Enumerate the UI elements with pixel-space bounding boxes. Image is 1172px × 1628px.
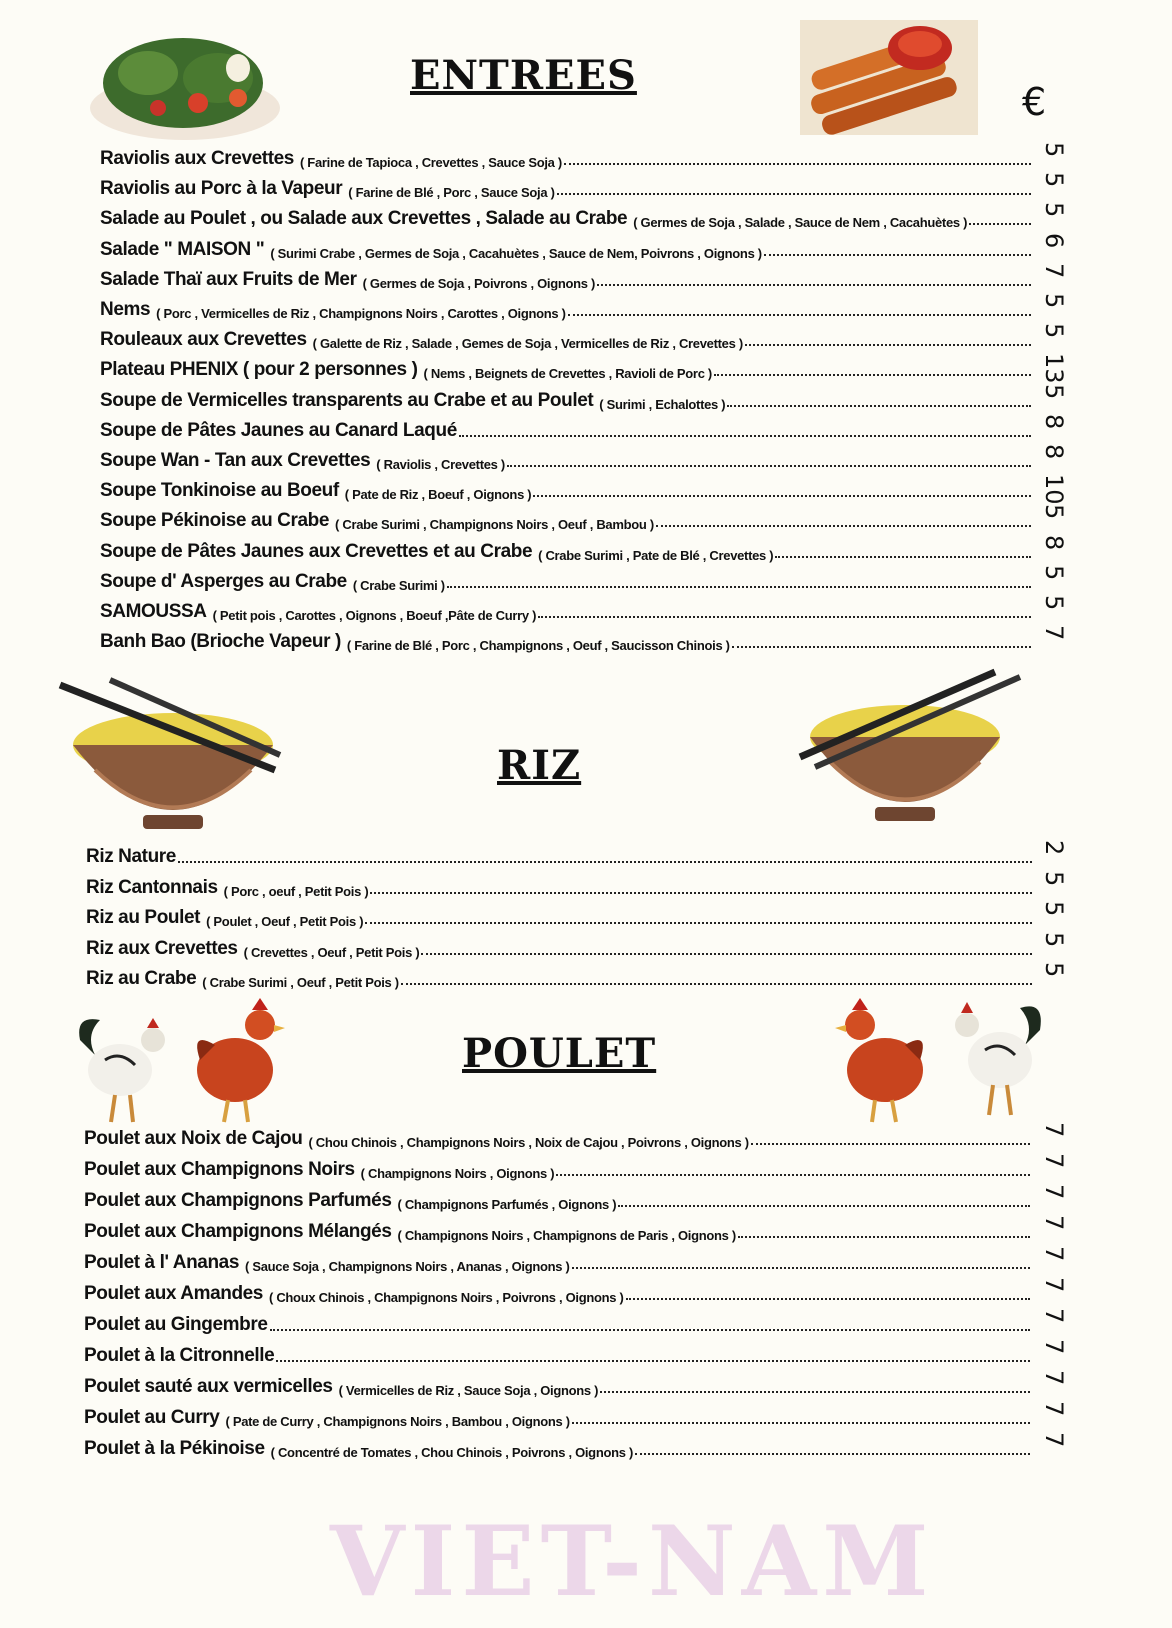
menu-item-description: ( Poulet , Oeuf , Petit Pois ) [206,914,364,929]
menu-item-description: ( Pate de Curry , Champignons Noirs , Bambou , Oignons ) [225,1414,570,1429]
menu-item-price: 8 [1040,534,1068,550]
menu-item-description: ( Crabe Surimi , Champignons Noirs , Oeuf , Bambou ) [335,517,654,533]
menu-item-row [100,533,1035,563]
dot-leader [572,1422,1030,1424]
menu-item-row [100,623,1035,653]
menu-item-description: ( Germes de Soja , Salade , Sauce de Nem , Cacahuètes ) [633,215,968,231]
menu-item-price: 7 [1040,1308,1068,1324]
dot-leader [557,193,1031,195]
menu-item-description: ( Champignons Noirs , Champignons de Paris , Oignons ) [397,1228,736,1243]
menu-item-name: Soupe de Pâtes Jaunes au Canard Laqué [100,419,457,441]
menu-item-price: 13 [1040,353,1068,384]
menu-item-name: Salade Thaï aux Fruits de Mer [100,268,357,290]
menu-item-price: 8 [1040,413,1068,430]
menu-item-row [100,563,1035,593]
menu-item-row [84,1306,1034,1336]
menu-item-row [84,1244,1034,1274]
dot-leader [626,1298,1030,1300]
menu-item-description: ( Crabe Surimi , Pate de Blé , Crevettes ) [538,547,774,563]
menu-item-name: Nems [100,299,151,320]
menu-item-price: 5 [1040,142,1068,158]
menu-item-name: Soupe Tonkinoise au Boeuf [100,480,339,502]
menu-item-row [100,170,1035,200]
menu-item-row [100,593,1035,623]
dot-leader [635,1453,1030,1455]
menu-item-price: 5 [1040,901,1068,917]
menu-item-price: 7 [1040,1370,1068,1386]
menu-item-description: ( Petit pois , Carottes , Oignons , Boeuf ,Pâte de Curry ) [212,608,537,623]
menu-item-description: ( Farine de Blé , Porc , Champignons , Oeuf , Saucisson Chinois ) [346,638,730,654]
menu-item-name: Poulet aux Champignons Noirs [84,1159,355,1180]
menu-item-name: Poulet sauté aux vermicelles [84,1376,333,1397]
menu-item-price: 7 [1040,1432,1068,1448]
poulet-title: POULET [462,1030,657,1077]
menu-item-row [100,231,1035,261]
menu-item-row [100,261,1035,291]
menu-item-row [86,869,1036,899]
menu-item-name: Salade au Poulet , ou Salade aux Crevettes , Salade au Crabe [100,208,628,230]
menu-item-row [84,1337,1034,1367]
dot-leader [745,344,1031,346]
dot-leader [365,922,1032,924]
menu-item-name: Soupe Wan - Tan aux Crevettes [100,450,371,471]
menu-item-name: Salade " MAISON " [100,238,265,260]
dot-leader [597,284,1031,286]
dot-leader [775,556,1031,558]
menu-item-name: Plateau PHENIX ( pour 2 personnes ) [100,359,418,381]
menu-item-price: 5 [1040,931,1068,947]
menu-item-row [100,442,1035,472]
menu-item-row [84,1120,1034,1150]
menu-item-name: Soupe d' Asperges au Crabe [100,570,347,592]
menu-item-price: 5 [1040,202,1068,218]
menu-item-description: ( Raviolis , Crevettes ) [376,457,505,472]
dot-leader [564,163,1031,165]
menu-item-description: ( Nems , Beignets de Crevettes , Ravioli de Porc ) [423,366,712,382]
dot-leader [969,223,1031,225]
menu-item-description: ( Germes de Soja , Poivrons , Oignons ) [362,275,596,291]
dot-leader [370,892,1032,894]
menu-item-price: 5 [1040,383,1068,399]
menu-item-row [84,1213,1034,1243]
dot-leader [401,983,1032,985]
rooster-right-image [945,990,1045,1120]
menu-item-name: Riz Cantonnais [86,876,218,898]
dot-leader [459,435,1031,437]
menu-item-name: Poulet à l' Ananas [84,1252,239,1273]
menu-item-price: 7 [1040,1246,1068,1262]
menu-item-name: Poulet aux Champignons Parfumés [84,1190,392,1211]
dot-leader [276,1360,1030,1362]
spring-rolls-image [800,20,978,135]
menu-item-price: 5 [1040,172,1068,188]
rooster-left-image [75,1010,175,1125]
menu-item-description: ( Farine de Tapioca , Crevettes , Sauce Soja ) [299,155,562,170]
menu-item-price: 5 [1040,293,1068,309]
menu-item-name: SAMOUSSA [100,601,207,622]
riz-title: RIZ [497,742,582,789]
dot-leader [178,861,1032,863]
menu-item-price: 5 [1040,323,1068,339]
dot-leader [600,1391,1030,1393]
menu-item-price: 7 [1040,1339,1068,1355]
menu-item-price: 7 [1040,1184,1068,1200]
menu-item-row [84,1399,1034,1429]
dot-leader [714,374,1031,376]
menu-item-description: ( Porc , Vermicelles de Riz , Champignons Noirs , Carottes , Oignons ) [156,306,566,321]
menu-item-price: 7 [1040,625,1068,641]
menu-item-price: 8 [1040,444,1068,460]
menu-item-name: Raviolis au Porc à la Vapeur [100,178,343,200]
menu-item-description: ( Crabe Surimi ) [352,577,445,593]
menu-item-name: Riz Nature [86,846,176,867]
rice-bowl-left-image [55,675,285,835]
menu-item-name: Poulet aux Noix de Cajou [84,1128,303,1149]
dot-leader [447,586,1031,588]
menu-item-row [100,412,1035,442]
menu-item-price: 5 [1040,504,1068,520]
dot-leader [751,1143,1030,1145]
menu-item-price: 7 [1040,1277,1068,1293]
menu-item-price: 6 [1040,232,1068,248]
menu-item-row [86,838,1036,868]
menu-item-row [84,1368,1034,1398]
menu-item-name: Poulet aux Amandes [84,1283,263,1304]
dot-leader [533,495,1031,497]
menu-item-row [84,1151,1034,1181]
menu-item-row [86,930,1036,960]
dot-leader [656,525,1031,527]
menu-item-name: Poulet au Gingembre [84,1314,268,1335]
menu-item-name: Riz au Poulet [86,907,201,928]
menu-item-row [86,960,1036,990]
menu-item-description: ( Crevettes , Oeuf , Petit Pois ) [243,944,420,960]
menu-item-description: ( Crabe Surimi , Oeuf , Petit Pois ) [202,975,399,990]
menu-item-name: Riz aux Crevettes [86,937,238,959]
menu-item-row [84,1430,1034,1460]
menu-item-row [100,472,1035,502]
menu-item-description: ( Surimi , Echalottes ) [599,396,726,412]
menu-item-description: ( Pate de Riz , Boeuf , Oignons ) [344,487,532,503]
menu-item-price: 2 [1040,840,1068,856]
dot-leader [538,616,1031,618]
menu-item-price: 5 [1040,870,1068,886]
menu-item-price: 7 [1040,1153,1068,1169]
watermark: VIET-NAM [330,1505,935,1618]
menu-item-row [100,291,1035,321]
rice-bowl-right-image [795,662,1025,827]
menu-item-description: ( Chou Chinois , Champignons Noirs , Noix de Cajou , Poivrons , Oignons ) [308,1135,749,1150]
menu-item-price: 10 [1040,474,1068,505]
menu-item-row [86,899,1036,929]
menu-item-row [100,321,1035,351]
dot-leader [732,646,1031,648]
menu-item-price: 5 [1040,564,1068,581]
menu-item-description: ( Champignons Parfumés , Oignons ) [397,1197,617,1212]
dot-leader [727,405,1031,407]
menu-item-description: ( Porc , oeuf , Petit Pois ) [223,883,369,899]
menu-item-price: 7 [1040,1215,1068,1231]
menu-item-description: ( Champignons Noirs , Oignons ) [360,1166,555,1181]
dot-leader [568,314,1031,316]
menu-item-description: ( Galette de Riz , Salade , Gemes de Soja , Vermicelles de Riz , Crevettes ) [312,336,743,352]
hen-right-image [830,990,930,1125]
menu-item-description: ( Sauce Soja , Champignons Noirs , Ananas , Oignons ) [245,1259,570,1274]
menu-item-name: Soupe de Vermicelles transparents au Crabe et au Poulet [100,389,594,411]
menu-item-name: Banh Bao (Brioche Vapeur ) [100,631,341,653]
dot-leader [421,953,1032,955]
menu-item-row [100,200,1035,230]
menu-item-price: 7 [1040,262,1068,279]
currency-symbol: € [1022,80,1047,124]
menu-item-name: Poulet à la Pékinoise [84,1438,265,1459]
menu-item-row [100,382,1035,412]
menu-item-description: ( Vermicelles de Riz , Sauce Soja , Oignons ) [338,1383,599,1398]
menu-item-name: Poulet à la Citronnelle [84,1345,275,1366]
menu-item-price: 5 [1040,595,1068,611]
salad-image [88,28,283,143]
menu-item-price: 5 [1040,962,1068,978]
menu-item-row [100,351,1035,381]
hen-left-image [190,990,290,1125]
menu-item-row [100,140,1035,170]
menu-item-description: ( Surimi Crabe , Germes de Soja , Cacahuètes , Sauce de Nem, Poivrons , Oignons ) [270,245,762,261]
menu-item-row [100,502,1035,532]
dot-leader [764,254,1031,256]
dot-leader [556,1174,1030,1176]
menu-item-row [84,1275,1034,1305]
dot-leader [572,1267,1030,1269]
dot-leader [738,1236,1030,1238]
menu-item-name: Soupe Pékinoise au Crabe [100,510,330,532]
menu-item-name: Raviolis aux Crevettes [100,148,294,169]
menu-item-name: Rouleaux aux Crevettes [100,329,307,351]
menu-item-price: 7 [1040,1401,1068,1417]
menu-item-name: Riz au Crabe [86,968,197,989]
dot-leader [507,465,1031,467]
menu-item-row [84,1182,1034,1212]
menu-item-name: Poulet aux Champignons Mélangés [84,1221,392,1242]
menu-item-price: 7 [1040,1122,1068,1138]
menu-item-description: ( Farine de Blé , Porc , Sauce Soja ) [348,185,555,201]
menu-item-name: Soupe de Pâtes Jaunes aux Crevettes et au Crabe [100,540,533,562]
menu-item-description: ( Choux Chinois , Champignons Noirs , Poivrons , Oignons ) [268,1290,624,1305]
dot-leader [618,1205,1030,1207]
dot-leader [270,1329,1031,1331]
menu-item-description: ( Concentré de Tomates , Chou Chinois , Poivrons , Oignons ) [270,1445,634,1460]
entrees-title: ENTREES [410,52,637,99]
menu-item-name: Poulet au Curry [84,1407,220,1428]
